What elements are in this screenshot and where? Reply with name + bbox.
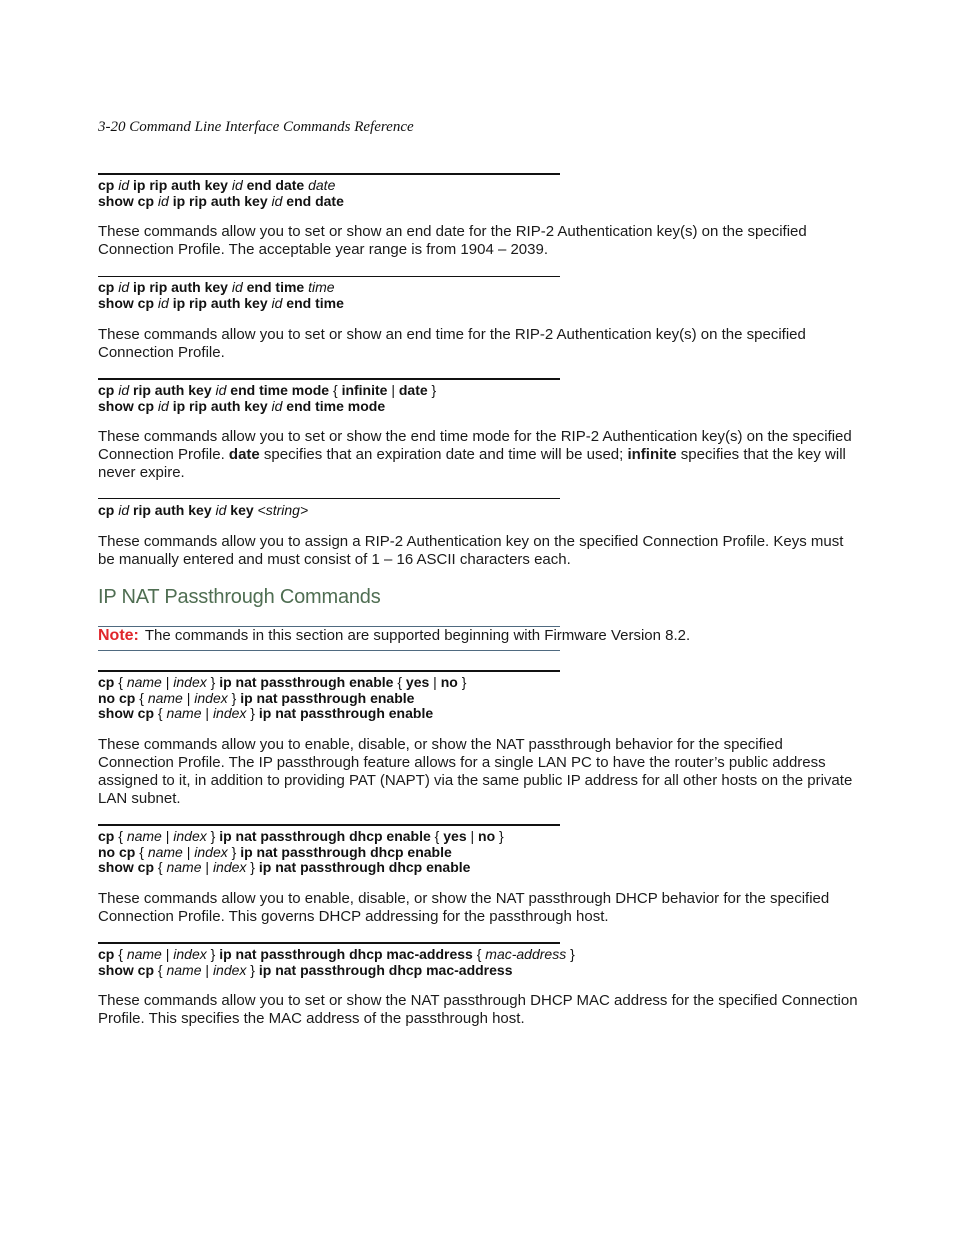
keyword-text: cp: [98, 674, 119, 690]
divider: [98, 498, 560, 499]
command-description: [98, 736, 858, 808]
command-line: [98, 194, 858, 210]
note-text: The commands in this section are supported beginning with Firmware Version 8.2.: [144, 627, 691, 644]
command-line: [98, 399, 858, 415]
plain-text: |: [161, 946, 174, 962]
plain-text: {: [139, 689, 148, 706]
plain-text: |: [161, 828, 174, 844]
command-description: [98, 992, 858, 1028]
argument-text: id: [215, 502, 227, 518]
argument-text: date: [308, 177, 336, 193]
command-line: [98, 860, 858, 876]
argument-text: id: [118, 177, 130, 193]
plain-text: {: [332, 382, 342, 398]
keyword-text: ip rip auth key: [129, 177, 232, 193]
argument-text: name: [166, 859, 202, 875]
keyword-text: ip rip auth key: [168, 294, 272, 311]
argument-text: index: [173, 674, 207, 690]
argument-text: name: [126, 946, 162, 962]
plain-text: {: [157, 961, 167, 978]
keyword-text: ip nat passthrough dhcp mac-address: [258, 961, 513, 978]
plain-text: }: [495, 828, 504, 844]
divider: [98, 942, 560, 944]
plain-text: specifies that an expiration date and time will be used;: [259, 446, 628, 463]
keyword-text: end time mode: [226, 382, 333, 398]
plain-text: |: [201, 961, 213, 978]
keyword-text: cp: [98, 828, 119, 844]
command-line: [98, 947, 858, 963]
argument-text: name: [147, 689, 183, 706]
keyword-text: ip nat passthrough dhcp enable: [258, 859, 471, 875]
keyword-text: show cp: [98, 961, 158, 978]
keyword-text: yes: [443, 828, 467, 844]
plain-text: }: [206, 674, 220, 690]
keyword-text: cp: [98, 946, 119, 962]
command-line: [98, 691, 858, 707]
argument-text: id: [231, 279, 243, 295]
argument-text: index: [212, 705, 247, 721]
plain-text: These commands allow you to set or show the end time mode for the RIP-2 Authentication key(s) on the specified Connection Profile.: [98, 428, 852, 463]
plain-text: {: [118, 828, 127, 844]
argument-text: id: [215, 382, 227, 398]
keyword-text: no cp: [98, 689, 140, 706]
command-syntax: [98, 503, 858, 519]
divider: [98, 670, 560, 672]
plain-text: These commands allow you to set or show an end date for the RIP-2 Authentication key(s) on the specified Connection Profile. The acceptable year range is from 1904 – 2039.: [98, 223, 807, 258]
keyword-text: cp: [98, 279, 119, 295]
argument-text: time: [308, 279, 335, 295]
keyword-text: show cp: [98, 294, 158, 311]
argument-text: <string>: [257, 502, 309, 518]
plain-text: }: [457, 674, 467, 690]
keyword-text: rip auth key: [129, 382, 216, 398]
keyword-text: date: [398, 382, 428, 398]
keyword-text: yes: [405, 674, 430, 690]
keyword-text: ip rip auth key: [168, 397, 272, 414]
plain-text: }: [427, 382, 437, 398]
plain-text: specifies that the key will never expire.: [98, 446, 846, 481]
keyword-text: show cp: [98, 859, 158, 875]
plain-text: |: [387, 382, 399, 398]
keyword-text: ip nat passthrough dhcp mac-address: [219, 946, 477, 962]
note-label: Note:: [98, 627, 139, 644]
plain-text: }: [227, 843, 241, 860]
command-line: [98, 503, 858, 519]
keyword-text: ip nat passthrough enable: [240, 689, 415, 706]
command-description: [98, 326, 858, 362]
keyword-text: ip rip auth key: [129, 279, 232, 295]
plain-text: {: [118, 674, 127, 690]
plain-text: |: [466, 828, 479, 844]
argument-text: index: [194, 689, 228, 706]
command-line: [98, 296, 858, 312]
command-line: [98, 845, 858, 861]
plain-text: These commands allow you to assign a RIP-2 Authentication key on the specified Connection Profile. Keys must be manually entered and must consist of 1 – 16 ASCII characters each.: [98, 533, 844, 568]
plain-text: {: [118, 946, 127, 962]
command-line: [98, 383, 858, 399]
keyword-text: cp: [98, 502, 119, 518]
divider: [98, 378, 560, 380]
section-title: IP NAT Passthrough Commands: [98, 586, 381, 608]
command-description: [98, 223, 858, 259]
plain-text: These commands allow you to enable, disable, or show the NAT passthrough behavior for the specified Connection Profile. The IP passthrough feature allows for a single LAN PC to have the router’s public address assigned to it, in addition to providing PAT (NAPT) via the same public IP address for all other hosts on the private LAN subnet.: [98, 736, 853, 807]
argument-text: index: [194, 843, 228, 860]
keyword-text: no: [478, 828, 496, 844]
plain-text: |: [201, 705, 213, 721]
argument-text: id: [118, 279, 130, 295]
command-line: [98, 963, 858, 979]
argument-text: id: [271, 192, 283, 209]
page-header: 3-20 Command Line Interface Commands Reference: [98, 119, 414, 135]
plain-text: }: [246, 705, 259, 721]
argument-text: index: [212, 961, 247, 978]
keyword-text: show cp: [98, 397, 158, 414]
keyword-text: show cp: [98, 192, 158, 209]
command-description: [98, 533, 858, 569]
command-line: [98, 829, 858, 845]
plain-text: {: [157, 859, 167, 875]
divider: [98, 824, 560, 826]
argument-text: id: [157, 397, 169, 414]
plain-text: |: [201, 859, 213, 875]
keyword-text: ip nat passthrough enable: [219, 674, 398, 690]
argument-text: name: [166, 961, 202, 978]
keyword-text: end date: [242, 177, 309, 193]
keyword-text: end time mode: [282, 397, 386, 414]
note-box: [98, 627, 690, 645]
command-syntax: [98, 280, 858, 311]
argument-text: index: [173, 946, 207, 962]
command-syntax: [98, 947, 858, 978]
argument-text: id: [231, 177, 243, 193]
keyword-text: cp: [98, 382, 119, 398]
plain-text: {: [139, 843, 148, 860]
plain-text: |: [182, 689, 195, 706]
plain-text: These commands allow you to set or show the NAT passthrough DHCP MAC address for the specified Connection Profile. This specifies the MAC address of the passthrough host.: [98, 992, 858, 1027]
plain-text: }: [227, 689, 241, 706]
plain-text: {: [397, 674, 406, 690]
command-syntax: [98, 178, 858, 209]
divider: [98, 276, 560, 277]
note-bottom-rule: [98, 650, 560, 651]
plain-text: |: [182, 843, 195, 860]
keyword-text: no: [440, 674, 458, 690]
keyword-text: date: [228, 446, 260, 463]
argument-text: id: [157, 192, 169, 209]
argument-text: name: [166, 705, 202, 721]
argument-text: name: [126, 828, 162, 844]
keyword-text: ip rip auth key: [168, 192, 272, 209]
plain-text: |: [429, 674, 441, 690]
keyword-text: cp: [98, 177, 119, 193]
command-description: [98, 428, 858, 482]
keyword-text: infinite: [627, 446, 677, 463]
keyword-text: show cp: [98, 705, 158, 721]
keyword-text: key: [226, 502, 258, 518]
plain-text: |: [161, 674, 174, 690]
plain-text: {: [476, 946, 486, 962]
plain-text: These commands allow you to set or show an end time for the RIP-2 Authentication key(s) on the specified Connection Profile.: [98, 326, 806, 361]
plain-text: These commands allow you to enable, disable, or show the NAT passthrough DHCP behavior for the specified Connection Profile. This governs DHCP addressing for the passthrough host.: [98, 890, 830, 925]
command-syntax: [98, 383, 858, 414]
command-syntax: [98, 829, 858, 876]
plain-text: }: [206, 946, 220, 962]
argument-text: mac-address: [485, 946, 567, 962]
keyword-text: end date: [282, 192, 344, 209]
plain-text: }: [246, 961, 259, 978]
argument-text: name: [126, 674, 162, 690]
command-line: [98, 675, 858, 691]
keyword-text: end time: [282, 294, 344, 311]
argument-text: id: [157, 294, 169, 311]
argument-text: id: [118, 502, 130, 518]
argument-text: id: [271, 397, 283, 414]
keyword-text: rip auth key: [129, 502, 216, 518]
keyword-text: no cp: [98, 843, 140, 860]
plain-text: }: [206, 828, 220, 844]
plain-text: }: [566, 946, 575, 962]
keyword-text: ip nat passthrough enable: [258, 705, 434, 721]
command-line: [98, 280, 858, 296]
plain-text: }: [246, 859, 259, 875]
command-description: [98, 890, 858, 926]
command-line: [98, 706, 858, 722]
argument-text: id: [271, 294, 283, 311]
keyword-text: ip nat passthrough dhcp enable: [240, 843, 452, 860]
keyword-text: end time: [242, 279, 309, 295]
command-syntax: [98, 675, 858, 722]
command-line: [98, 178, 858, 194]
argument-text: name: [147, 843, 183, 860]
plain-text: {: [434, 828, 444, 844]
keyword-text: infinite: [341, 382, 388, 398]
argument-text: index: [212, 859, 247, 875]
argument-text: index: [173, 828, 207, 844]
divider: [98, 173, 560, 175]
plain-text: {: [157, 705, 167, 721]
keyword-text: ip nat passthrough dhcp enable: [219, 828, 435, 844]
argument-text: id: [118, 382, 130, 398]
